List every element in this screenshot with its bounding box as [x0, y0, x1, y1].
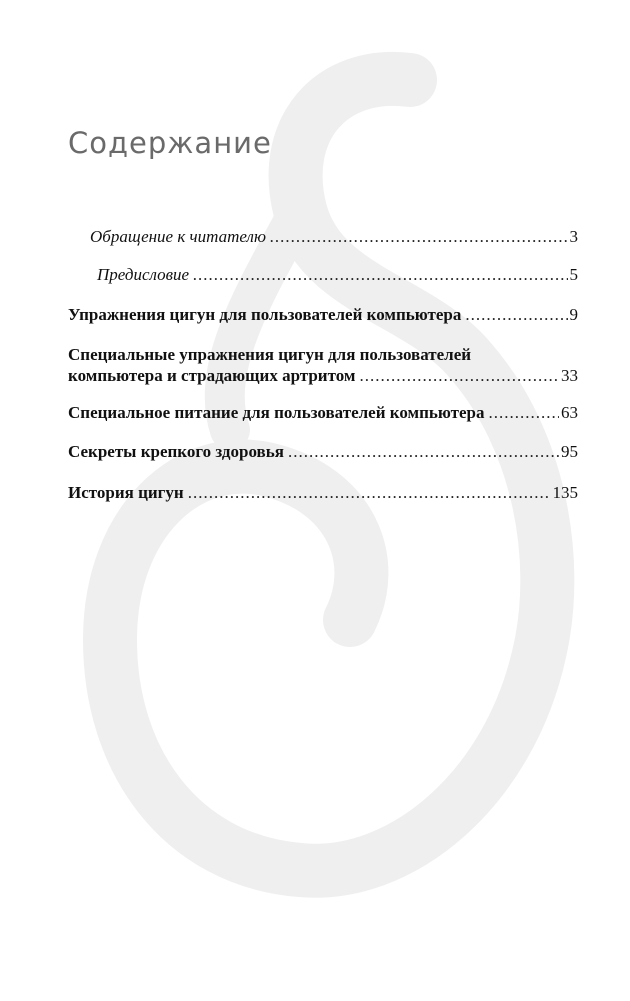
dot-leader [288, 441, 559, 462]
toc-entry[interactable] [68, 402, 578, 423]
toc-entry[interactable] [68, 304, 578, 325]
dot-leader [193, 264, 567, 285]
toc-entry-page: 95 [561, 442, 578, 461]
toc-entry-page: 135 [552, 483, 578, 502]
toc-entry-label: История цигун [68, 483, 184, 502]
toc-entry-label: Предисловие [97, 265, 190, 284]
toc-entry[interactable] [68, 344, 578, 386]
toc-entry-label: Обращение к читателю [90, 227, 266, 246]
toc-entry[interactable] [97, 264, 578, 285]
toc-entry[interactable] [68, 482, 578, 503]
dot-leader [465, 304, 567, 325]
toc-entry-page: 9 [569, 305, 578, 324]
dot-leader [270, 226, 568, 247]
toc-entry-page: 33 [561, 366, 578, 385]
dot-leader [360, 365, 560, 386]
toc-entry-page: 63 [561, 403, 578, 422]
dot-leader [489, 402, 560, 423]
toc-entry[interactable] [68, 441, 578, 462]
toc-entry-label: Секреты крепкого здоровья [68, 442, 284, 461]
toc-entry[interactable] [90, 226, 578, 247]
toc-entry-label-line2: компьютера и страдающих артритом [68, 366, 356, 385]
dot-leader [188, 482, 551, 503]
toc-entry-page: 3 [569, 227, 578, 246]
toc-entry-label: Специальное питание для пользователей компьютера [68, 403, 485, 422]
page-title: Содержание [68, 126, 272, 160]
toc-entry-page: 5 [569, 265, 578, 284]
toc-entry-label-line1: Специальные упражнения цигун для пользователей [68, 345, 472, 364]
toc-entry-label: Упражнения цигун для пользователей компьютера [68, 305, 462, 324]
